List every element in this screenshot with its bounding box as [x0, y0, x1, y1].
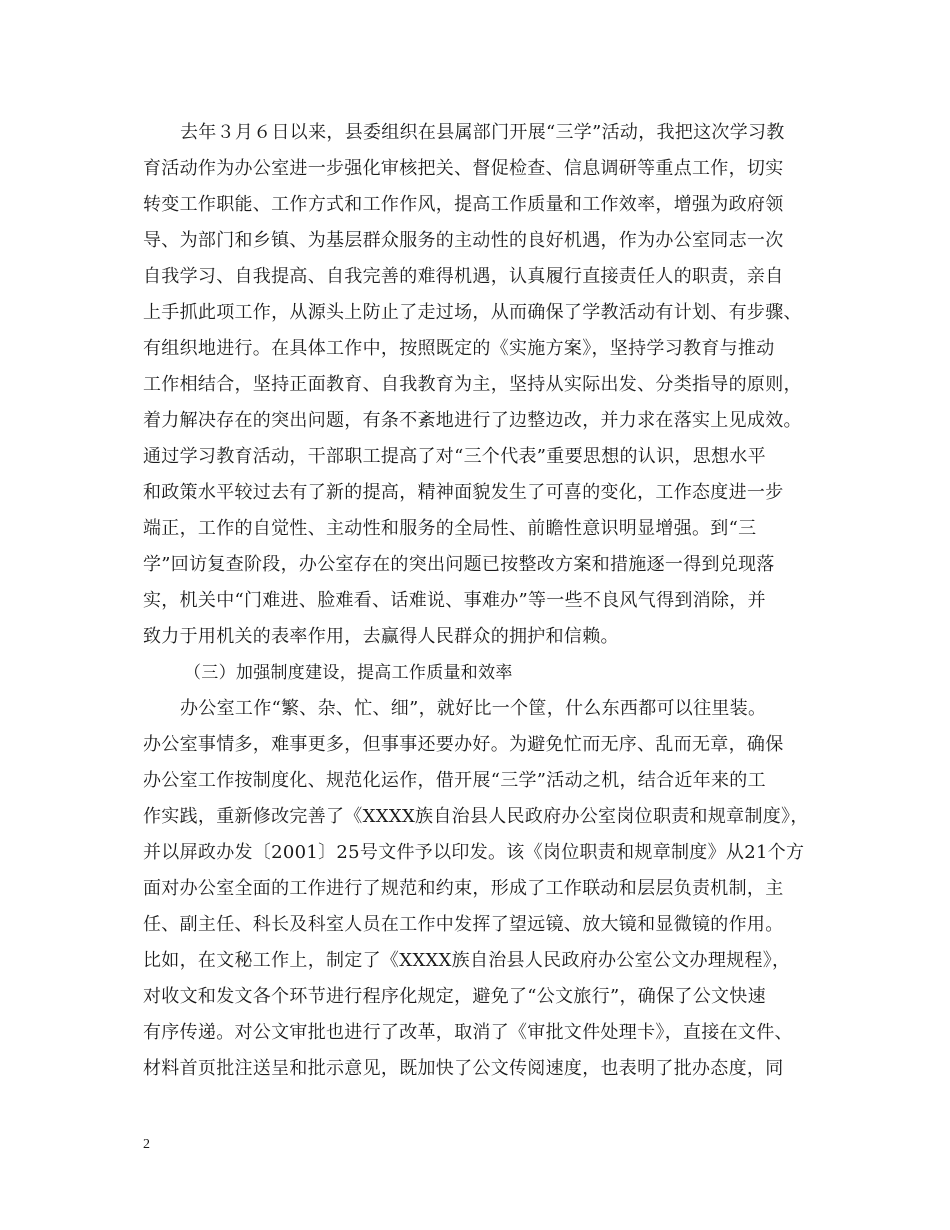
paragraph-line: 导、为部门和乡镇、为基层群众服务的主动性的良好机遇，作为办公室同志一次 [143, 230, 784, 251]
paragraph-line: 任、副主任、科长及科室人员在工作中发挥了望远镜、放大镜和显微镜的作用。 [143, 914, 784, 935]
paragraph-line: 办公室事情多，难事更多，但事事还要办好。为避免忙而无序、乱而无章，确保 [143, 734, 784, 755]
paragraph-line: 对收文和发文各个环节进行程序化规定，避免了“公文旅行”，确保了公文快速 [143, 986, 766, 1007]
paragraph-line: 比如，在文秘工作上，制定了《XXXX族自治县人民政府办公室公文办理规程》， [143, 950, 791, 971]
paragraph-line: 致力于用机关的表率作用，去赢得人民群众的拥护和信赖。 [143, 626, 619, 647]
paragraph-line: 育活动作为办公室进一步强化审核把关、督促检查、信息调研等重点工作，切实 [143, 158, 784, 179]
paragraph-line: 工作相结合，坚持正面教育、自我教育为主，坚持从实际出发、分类指导的原则， [143, 374, 802, 395]
paragraph-line: 通过学习教育活动，干部职工提高了对“三个代表”重要思想的认识，思想水平 [143, 446, 766, 467]
paragraph-line: 有序传递。对公文审批也进行了改革，取消了《审批文件处理卡》，直接在文件、 [143, 1022, 793, 1043]
paragraph-line: 自我学习、自我提高、自我完善的难得机遇，认真履行直接责任人的职责，亲自 [143, 266, 784, 287]
section-heading: （三）加强制度建设，提高工作质量和效率 [184, 663, 513, 683]
paragraph-line: 有组织地进行。在具体工作中，按照既定的《实施方案》，坚持学习教育与推动 [143, 338, 775, 359]
paragraph-line: 着力解决存在的突出问题，有条不紊地进行了边整边改，并力求在落实上见成效。 [143, 410, 802, 431]
paragraph-line: 实，机关中“门难进、脸难看、话难说、事难办”等一些不良风气得到消除，并 [143, 590, 766, 611]
paragraph-line: 并以屏政办发〔2001〕25号文件予以印发。该《岗位职责和规章制度》从21个方 [143, 842, 805, 863]
paragraph-line: 上手抓此项工作，从源头上防止了走过场，从而确保了学教活动有计划、有步骤、 [143, 302, 802, 323]
page-number: 2 [143, 1137, 150, 1152]
paragraph-line: 办公室工作按制度化、规范化运作，借开展“三学”活动之机，结合近年来的工 [143, 770, 766, 791]
paragraph-line: 办公室工作“繁、杂、忙、细”，就好比一个筐，什么东西都可以往里装。 [180, 698, 767, 719]
paragraph-line: 学”回访复查阶段，办公室存在的突出问题已按整改方案和措施逐一得到兑现落 [143, 554, 775, 575]
paragraph-line: 作实践，重新修改完善了《XXXX族自治县人民政府办公室岗位职责和规章制度》， [143, 806, 809, 827]
paragraph-line: 转变工作职能、工作方式和工作作风，提高工作质量和工作效率，增强为政府领 [143, 194, 784, 215]
paragraph-line: 端正，工作的自觉性、主动性和服务的全局性、前瞻性意识明显增强。到“三 [143, 518, 757, 539]
paragraph-line: 材料首页批注送呈和批示意见，既加快了公文传阅速度，也表明了批办态度，同 [143, 1058, 784, 1079]
paragraph-line: 和政策水平较过去有了新的提高，精神面貌发生了可喜的变化，工作态度进一步 [143, 482, 784, 503]
paragraph-line: 去年３月６日以来，县委组织在县属部门开展“三学”活动，我把这次学习教 [180, 122, 785, 143]
paragraph-line: 面对办公室全面的工作进行了规范和约束，形成了工作联动和层层负责机制，主 [143, 878, 784, 899]
